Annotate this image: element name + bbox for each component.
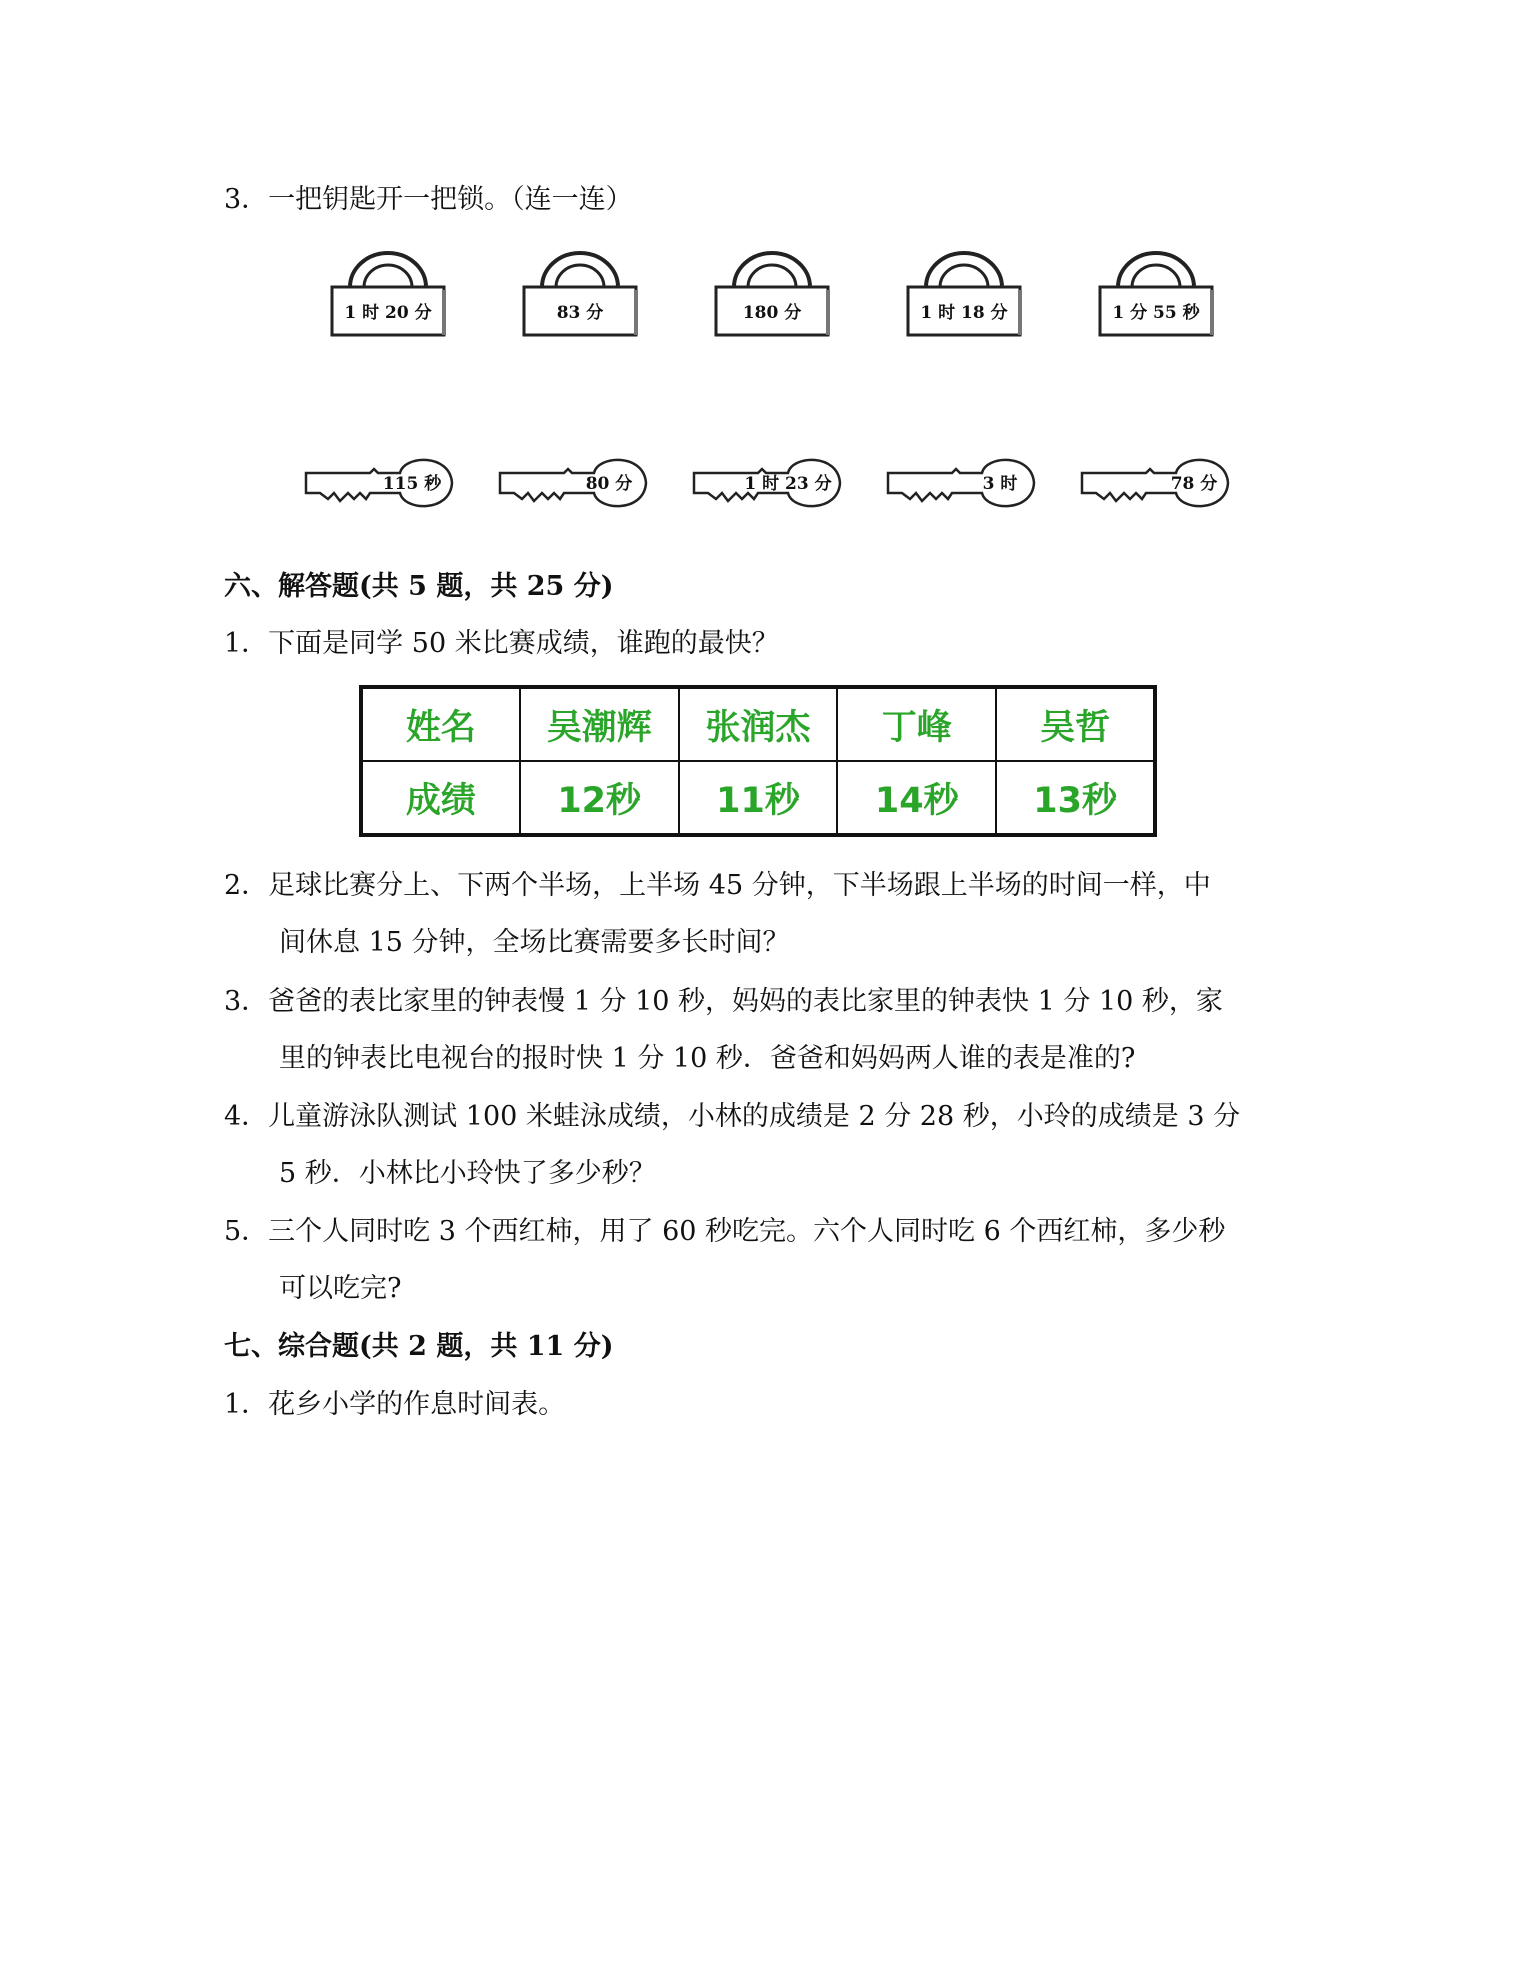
table-cell: 11秒 [679, 761, 838, 835]
key-label: 78 分 [1170, 474, 1218, 494]
key-1 [306, 460, 452, 506]
lock-4 [908, 253, 1020, 335]
section-6-question-5-line-2: 可以吃完? [279, 1273, 402, 1304]
table-row [361, 687, 1155, 761]
section-6-question-4-line-1: 4．儿童游泳队测试 100 米蛙泳成绩，小林的成绩是 2 分 28 秒，小玲的成绩是 3 分 [224, 1101, 1241, 1132]
key-label: 115 秒 [382, 474, 442, 494]
table-row [361, 761, 1155, 835]
lock-label: 1 分 55 秒 [1112, 303, 1200, 323]
table-cell: 成绩 [361, 761, 520, 835]
section-6-question-3-line-1: 3．爸爸的表比家里的钟表慢 1 分 10 秒，妈妈的表比家里的钟表快 1 分 10 秒，家 [224, 986, 1223, 1017]
table-cell: 吴哲 [996, 687, 1155, 761]
table-cell: 13秒 [996, 761, 1155, 835]
key-4 [888, 460, 1034, 506]
keys-row [300, 445, 1230, 525]
question-3-intro: 3．一把钥匙开一把锁。（连一连） [224, 184, 633, 215]
lock-3 [716, 253, 828, 335]
section-7-heading: 七、综合题(共 2 题，共 11 分) [224, 1331, 614, 1362]
table-cell: 吴潮辉 [520, 687, 679, 761]
lock-label: 1 时 18 分 [920, 303, 1008, 323]
table-cell: 张润杰 [679, 687, 838, 761]
key-label: 3 时 [982, 474, 1018, 494]
section-6-question-1: 1．下面是同学 50 米比赛成绩，谁跑的最快？ [224, 628, 779, 659]
key-label: 80 分 [585, 474, 633, 494]
section-6-question-4-line-2: 5 秒．小林比小玲快了多少秒？ [279, 1158, 656, 1189]
lock-label: 1 时 20 分 [344, 303, 432, 323]
section-6-question-5-line-1: 5．三个人同时吃 3 个西红柿，用了 60 秒吃完。六个人同时吃 6 个西红柿，多少秒 [224, 1216, 1226, 1247]
section-6-question-3-line-2: 里的钟表比电视台的报时快 1 分 10 秒．爸爸和妈妈两人谁的表是准的? [279, 1043, 1136, 1074]
section-6-question-2-line-1: 2．足球比赛分上、下两个半场，上半场 45 分钟，下半场跟上半场的时间一样，中 [224, 870, 1211, 901]
section-7-question-1: 1．花乡小学的作息时间表。 [224, 1389, 566, 1420]
lock-2 [524, 253, 636, 335]
key-2 [500, 460, 646, 506]
section-6-question-2-line-2: 间休息 15 分钟，全场比赛需要多长时间？ [279, 927, 790, 958]
lock-5 [1100, 253, 1212, 335]
lock-1 [332, 253, 444, 335]
lock-label: 180 分 [742, 303, 802, 323]
race-results-table [359, 685, 1157, 837]
table-cell: 14秒 [837, 761, 996, 835]
table-cell: 姓名 [361, 687, 520, 761]
table-cell: 12秒 [520, 761, 679, 835]
lock-label: 83 分 [556, 303, 604, 323]
section-6-heading: 六、解答题(共 5 题，共 25 分) [224, 571, 614, 602]
key-label: 1 时 23 分 [744, 474, 832, 494]
table-cell: 丁峰 [837, 687, 996, 761]
locks-row [310, 250, 1230, 345]
key-3 [694, 460, 840, 506]
key-5 [1082, 460, 1228, 506]
